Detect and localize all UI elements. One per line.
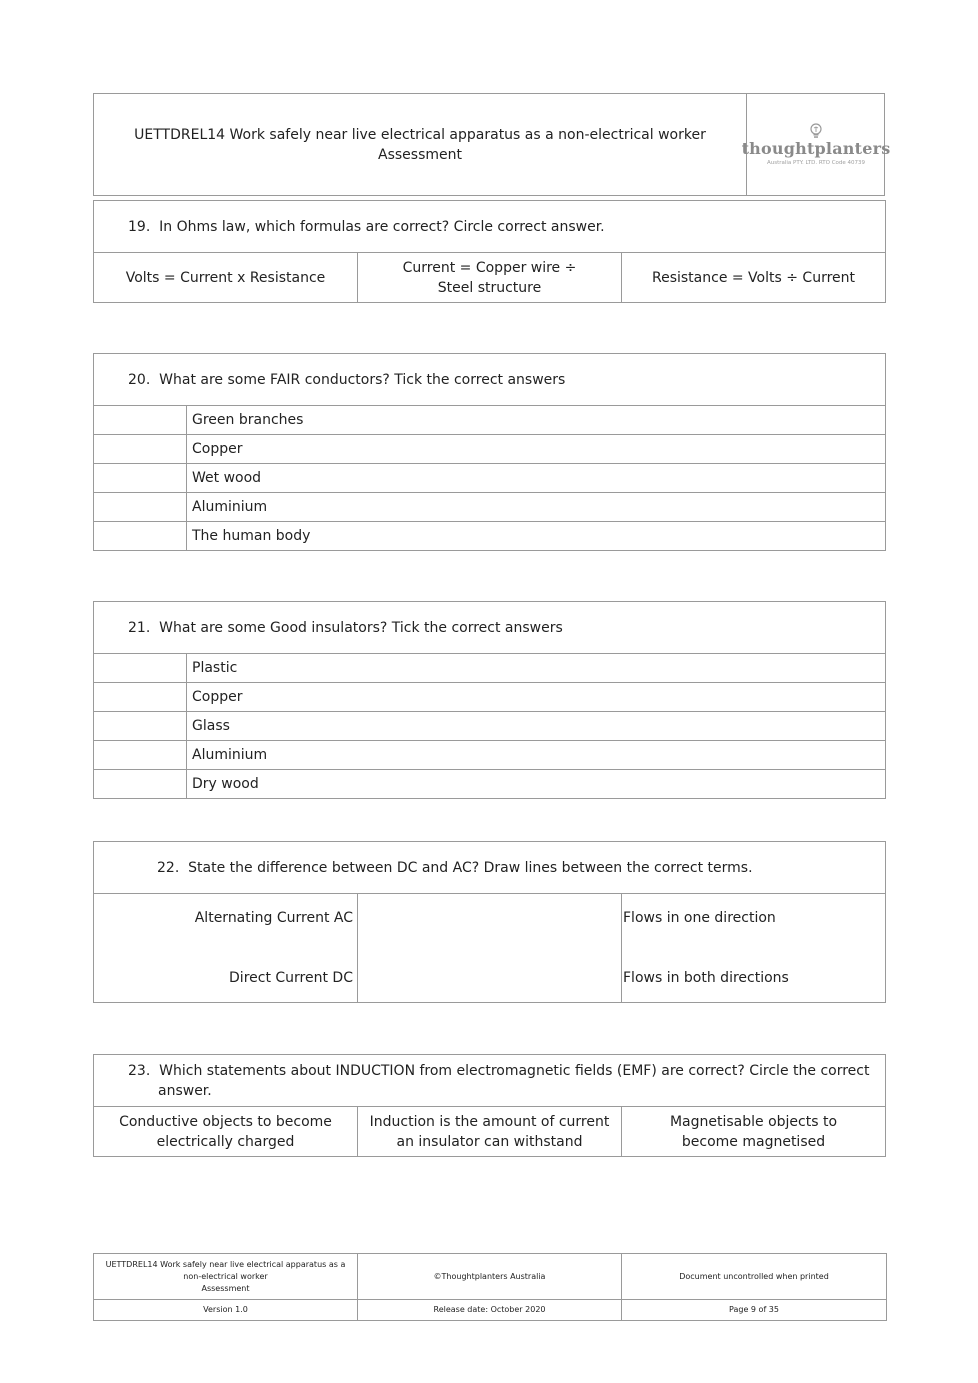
answer-label: Aluminium: [187, 741, 886, 770]
tick-box[interactable]: [94, 522, 187, 551]
tick-box[interactable]: [94, 683, 187, 712]
question-prompt: Which statements about INDUCTION from electromagnetic fields (EMF) are correct? Circle the correct: [159, 1062, 870, 1079]
answer-label: Green branches: [187, 406, 886, 435]
term-right[interactable]: Flows in one direction: [623, 910, 776, 926]
footer-unit-title: [94, 1254, 358, 1300]
title-line-1: UETTDREL14 Work safely near live electrical apparatus as a non-electrical worker: [134, 126, 706, 143]
footer-unit-line: non-electrical worker: [183, 1271, 268, 1281]
question-21-text: [94, 602, 886, 654]
title-line-2: Assessment: [378, 146, 462, 163]
tick-box[interactable]: [94, 464, 187, 493]
footer-uncontrolled-notice: Document uncontrolled when printed: [622, 1254, 887, 1300]
term-right[interactable]: Flows in both directions: [623, 970, 789, 986]
answer-label: The human body: [187, 522, 886, 551]
question-number: 21.: [128, 619, 151, 636]
tick-box[interactable]: [94, 654, 187, 683]
answer-option[interactable]: Induction is the amount of current an insulator can withstand: [358, 1107, 622, 1157]
question-21-table: [93, 601, 886, 799]
question-number: 23.: [128, 1062, 151, 1079]
tick-box[interactable]: [94, 435, 187, 464]
question-23-table: [93, 1054, 886, 1157]
footer-version: Version 1.0: [94, 1300, 358, 1321]
question-19-text: [94, 201, 886, 253]
answer-label: Copper: [187, 683, 886, 712]
footer-unit-line: UETTDREL14 Work safely near live electrical apparatus as a: [105, 1259, 346, 1269]
answer-label: Aluminium: [187, 493, 886, 522]
question-number: 19.: [128, 218, 151, 235]
question-line-2: answer.: [158, 1082, 212, 1099]
tick-box[interactable]: [94, 741, 187, 770]
question-prompt: In Ohms law, which formulas are correct? Circle correct answer.: [159, 218, 605, 235]
tick-box[interactable]: [94, 770, 187, 799]
thoughtplanters-logo: [741, 94, 891, 195]
question-19-table: [93, 200, 886, 303]
document-title: [94, 94, 746, 195]
question-20-text: [94, 354, 886, 406]
footer-release-date: Release date: October 2020: [358, 1300, 622, 1321]
question-prompt: What are some Good insulators? Tick the correct answers: [159, 619, 563, 636]
answer-option[interactable]: Current = Copper wire ÷ Steel structure: [358, 253, 622, 303]
question-22-table: [93, 841, 886, 1003]
question-20-table: [93, 353, 886, 551]
answer-option[interactable]: Magnetisable objects to become magnetised: [622, 1107, 886, 1157]
tick-box[interactable]: [94, 406, 187, 435]
term-column-left: [94, 894, 358, 1003]
answer-label: Dry wood: [187, 770, 886, 799]
tick-box[interactable]: [94, 712, 187, 741]
question-number: 20.: [128, 371, 151, 388]
answer-label: Copper: [187, 435, 886, 464]
answer-label: Wet wood: [187, 464, 886, 493]
logo-wordmark: thoughtplanters: [741, 139, 891, 158]
term-left[interactable]: Direct Current DC: [229, 970, 353, 986]
document-footer: [93, 1253, 887, 1321]
answer-label: Plastic: [187, 654, 886, 683]
answer-label: Glass: [187, 712, 886, 741]
question-prompt: What are some FAIR conductors? Tick the correct answers: [159, 371, 566, 388]
logo-subtitle: Australia PTY. LTD. RTO Code 40739: [766, 160, 866, 166]
lightbulb-icon: [809, 123, 823, 139]
question-number: 22.: [157, 859, 180, 876]
answer-option[interactable]: Volts = Current x Resistance: [94, 253, 358, 303]
tick-box[interactable]: [94, 493, 187, 522]
footer-page-number: Page 9 of 35: [622, 1300, 887, 1321]
footer-unit-line: Assessment: [201, 1283, 250, 1293]
question-23-text: [94, 1055, 886, 1107]
question-22-text: [94, 842, 886, 894]
term-left[interactable]: Alternating Current AC: [194, 910, 353, 926]
answer-option[interactable]: Conductive objects to become electrically charged: [94, 1107, 358, 1157]
question-prompt: State the difference between DC and AC? Draw lines between the correct terms.: [188, 859, 753, 876]
document-header: [93, 93, 891, 196]
footer-copyright: ©Thoughtplanters Australia: [358, 1254, 622, 1300]
term-column-right: [622, 894, 886, 1003]
question-line-1: [128, 1061, 885, 1081]
answer-option[interactable]: Resistance = Volts ÷ Current: [622, 253, 886, 303]
line-drawing-area[interactable]: [358, 894, 622, 1003]
